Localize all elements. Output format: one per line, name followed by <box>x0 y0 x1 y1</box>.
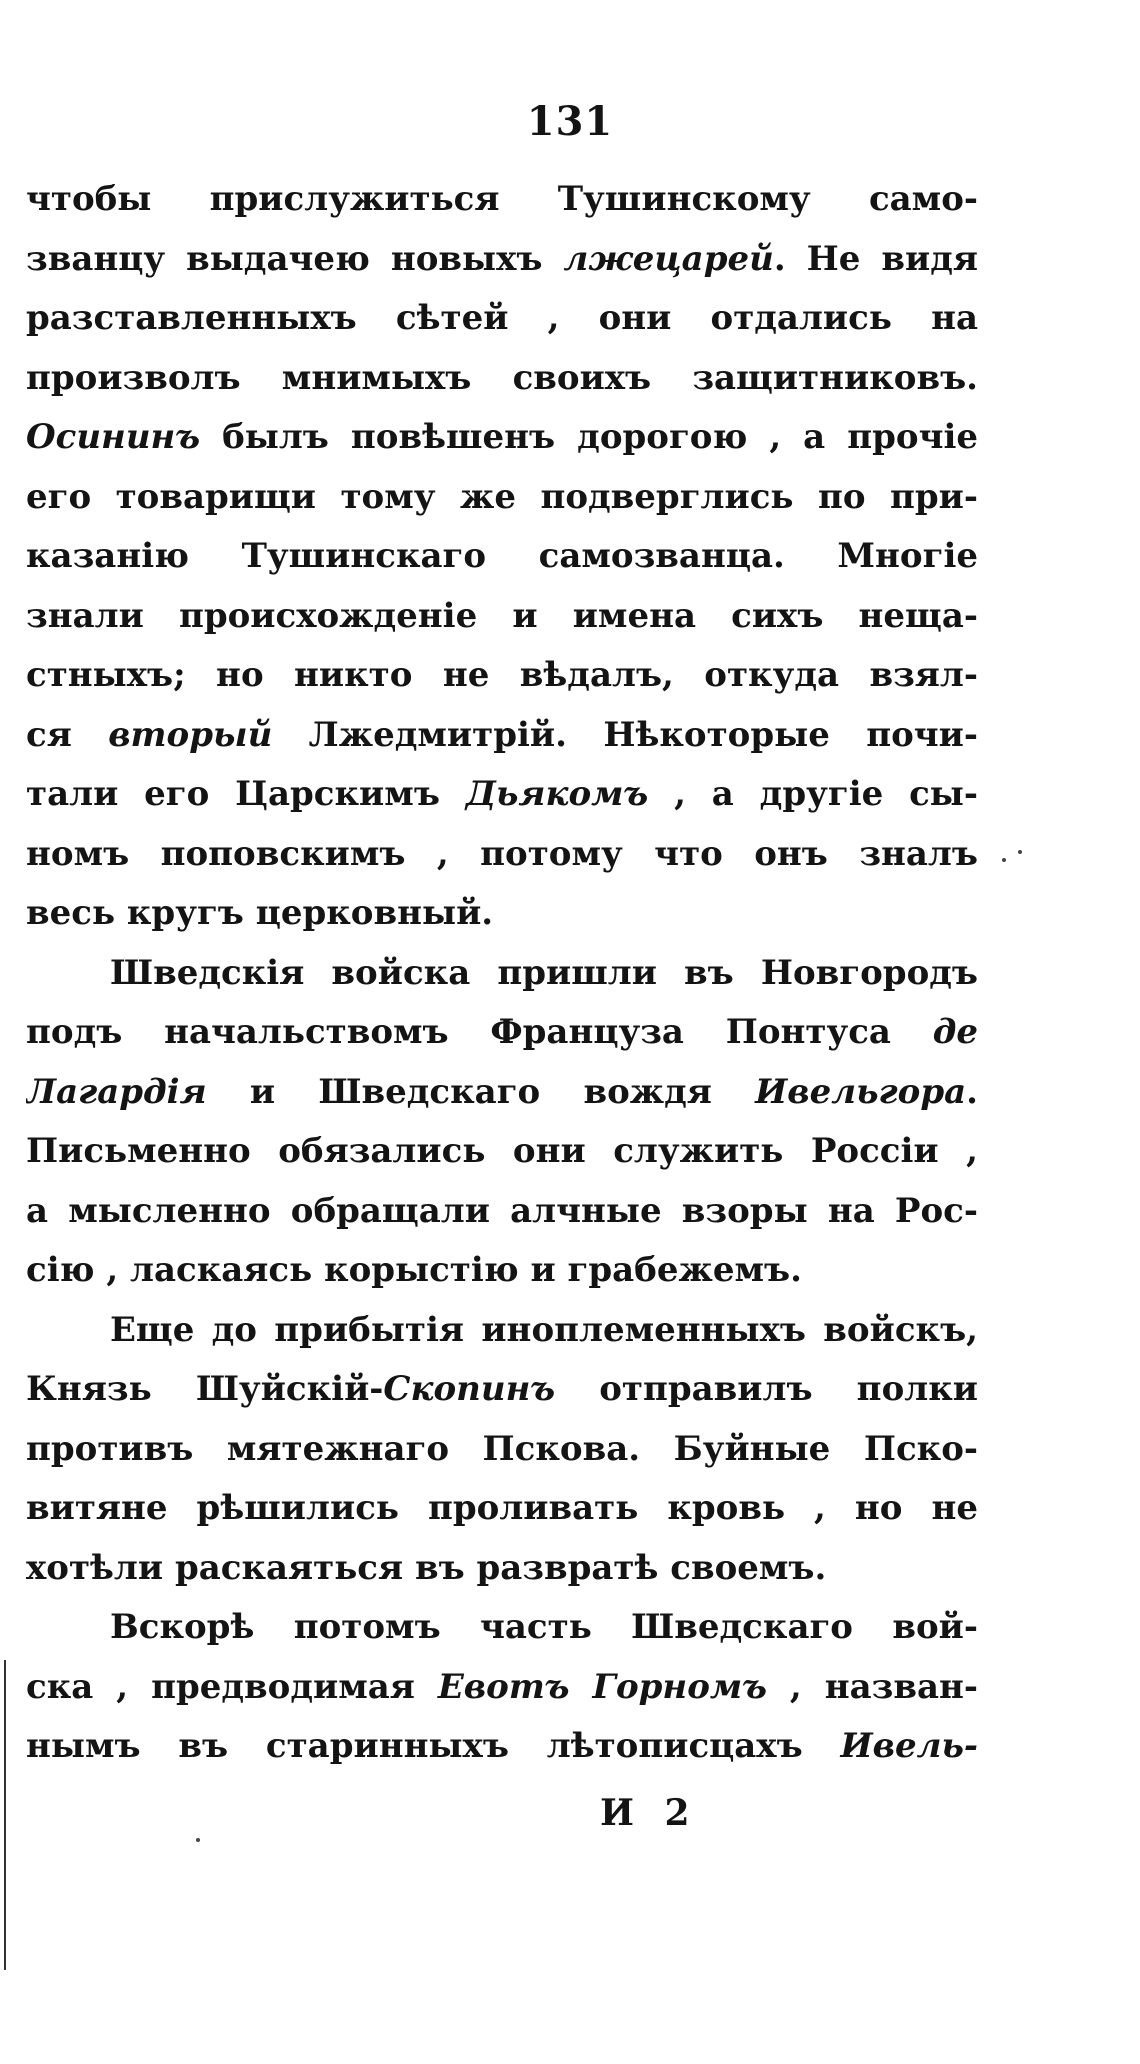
text-run: и Шведскаго вождя <box>206 1071 756 1112</box>
text-run: хотѣли раскаяться въ развратѣ своемъ. <box>26 1547 827 1588</box>
text-run: былъ повѣшенъ дорогою , а прочіе <box>200 417 978 457</box>
text-run: отправилъ полки <box>555 1369 978 1409</box>
italic-text: де <box>932 1012 978 1052</box>
text-line <box>26 468 978 528</box>
text-run: Лжедмитрій. Нѣкоторые почи- <box>272 714 978 755</box>
text-run: стныхъ; но никто не вѣдалъ, откуда взял- <box>26 655 978 695</box>
text-line <box>26 706 978 766</box>
italic-text: Дьякомъ <box>465 774 649 814</box>
text-line <box>26 825 978 885</box>
text-run: витяне рѣшились проливать кровь , но не <box>26 1488 978 1528</box>
text-run: знали происхожденіе и имена сихъ неща- <box>26 595 978 636</box>
text-run: . <box>966 1071 978 1112</box>
text-line <box>26 1598 978 1658</box>
text-line <box>26 1063 978 1123</box>
speck <box>1018 850 1022 854</box>
text-run: ска , предводимая <box>26 1666 438 1707</box>
italic-text: Евотъ Горномъ <box>437 1666 767 1707</box>
text-run: Шведскія войска пришли въ Новгородъ <box>110 952 978 993</box>
text-line <box>26 587 978 647</box>
text-run: сію , ласкаясь корыстію и грабежемъ. <box>26 1250 802 1290</box>
text-line <box>26 884 978 944</box>
text-run: Князь Шуйскій- <box>26 1369 384 1409</box>
text-run: Письменно обязались они служить Россіи , <box>26 1131 978 1171</box>
text-run: произволъ мнимыхъ своихъ защитниковъ. <box>26 357 978 398</box>
speck <box>1002 858 1006 862</box>
text-line <box>26 1479 978 1539</box>
italic-text: вторый <box>108 714 273 755</box>
text-line <box>26 1420 978 1480</box>
text-run: казанію Тушинскаго самозванца. Многіе <box>26 536 978 576</box>
text-line <box>26 349 978 409</box>
speck <box>196 1838 200 1842</box>
text-run: Вскорѣ потомъ часть Шведскаго вой- <box>110 1607 978 1647</box>
text-line <box>26 646 978 706</box>
text-line <box>26 1539 978 1599</box>
text-run: , а другіе сы- <box>648 774 978 814</box>
italic-text: лжецарей <box>563 238 774 279</box>
margin-rule <box>4 1660 6 1970</box>
text-line <box>26 1122 978 1182</box>
text-line <box>26 1241 978 1301</box>
text-run: номъ поповскимъ , потому что онъ зналъ <box>26 833 978 874</box>
italic-text: Скопинъ <box>383 1369 556 1409</box>
text-run: его товарищи тому же подверглись по при- <box>26 476 978 517</box>
signature-mark: И 2 <box>600 1792 690 1834</box>
page-text <box>26 170 978 1777</box>
text-line <box>26 1360 978 1420</box>
italic-text: Осининъ <box>26 417 201 457</box>
text-line <box>26 1182 978 1242</box>
page-number: 131 <box>526 98 614 145</box>
text-run: чтобы прислужиться Тушинскому само- <box>26 179 978 219</box>
text-line <box>26 765 978 825</box>
text-line <box>26 1003 978 1063</box>
text-line <box>26 408 978 468</box>
text-line <box>26 1658 978 1718</box>
text-run: разставленныхъ сѣтей , они отдались на <box>26 298 978 338</box>
text-line <box>26 944 978 1004</box>
text-run: подъ начальствомъ Француза Понтуса <box>26 1012 933 1052</box>
text-run: весь кругъ церковный. <box>26 893 494 933</box>
text-run: а мысленно обращали алчные взоры на Рос- <box>26 1190 978 1231</box>
text-line <box>26 230 978 290</box>
text-line <box>26 1301 978 1361</box>
text-run: Еще до прибытія иноплеменныхъ войскъ, <box>110 1309 978 1350</box>
text-run: нымъ въ старинныхъ лѣтописцахъ <box>26 1726 841 1766</box>
text-line <box>26 289 978 349</box>
text-run: тали его Царскимъ <box>26 774 466 814</box>
text-run: ся <box>26 714 109 755</box>
italic-text: Ивель- <box>840 1726 978 1766</box>
text-line <box>26 1717 978 1777</box>
text-line <box>26 527 978 587</box>
text-line <box>26 170 978 230</box>
italic-text: Лагардія <box>26 1071 207 1112</box>
text-run: . Не видя <box>773 238 978 279</box>
text-run: противъ мятежнаго Пскова. Буйные Пско- <box>26 1428 978 1469</box>
italic-text: Ивельгора <box>755 1071 967 1112</box>
text-run: , назван- <box>766 1666 978 1707</box>
text-run: званцу выдачею новыхъ <box>26 238 564 279</box>
